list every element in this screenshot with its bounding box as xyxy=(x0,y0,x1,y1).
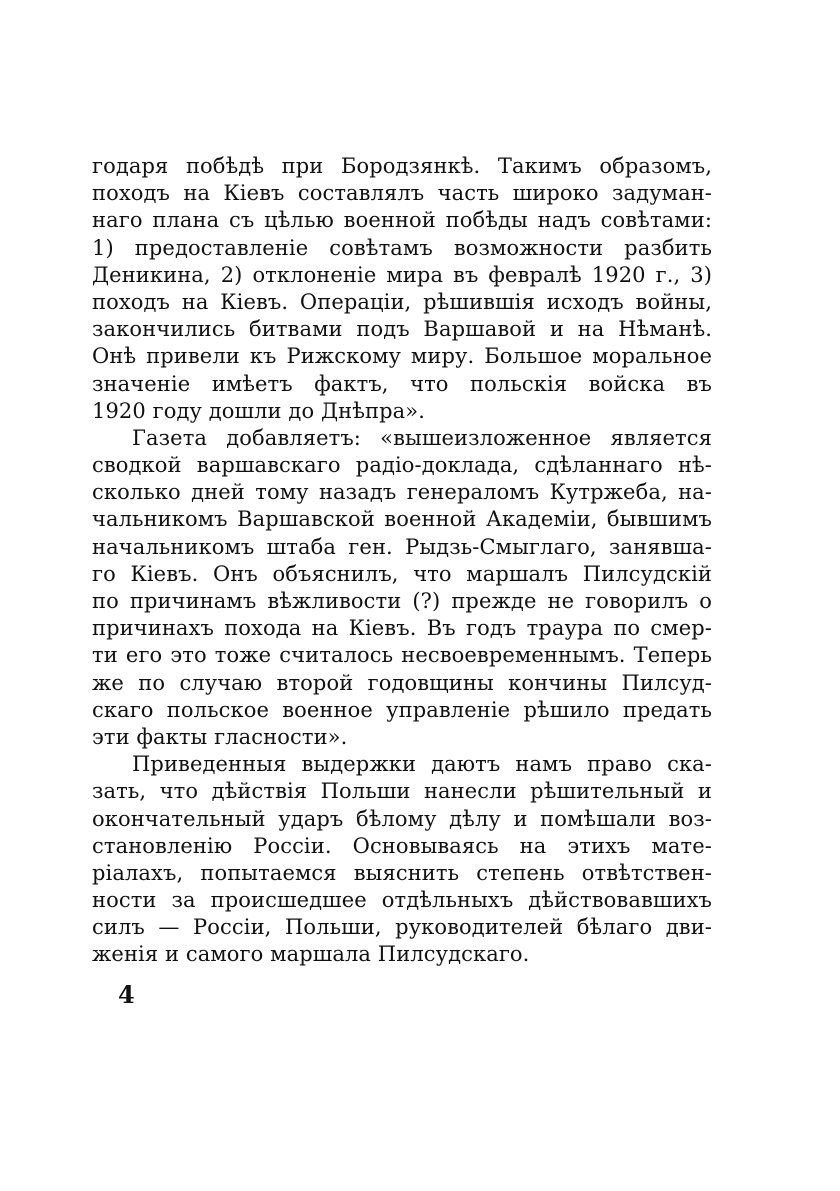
text-line: же по случаю второй годовщины кончины Пилсуд- xyxy=(92,670,712,695)
text-line: женія и самого маршала Пилсудскаго. xyxy=(92,942,530,967)
text-line: ріалахъ, попытаемся выяснить степень отвѣтствен- xyxy=(92,860,712,885)
text-line: начальникомъ штаба ген. Рыдзь-Смыглаго, занявша- xyxy=(92,534,712,559)
body-text xyxy=(92,153,712,969)
text-line: годаря побѣдѣ при Бородзянкѣ. Такимъ образомъ, xyxy=(92,154,712,178)
text-line: окончательный ударъ бѣлому дѣлу и помѣшали воз- xyxy=(92,806,712,831)
text-line: ти его это тоже считалось несвоевременнымъ. Теперь xyxy=(92,643,712,668)
text-line: сводкой варшавскаго радіо-доклада, сдѣланнаго нѣ- xyxy=(92,453,712,478)
text-line: ности за происшедшее отдѣльныхъ дѣйствовавшихъ xyxy=(92,888,712,913)
text-line: Онѣ привели къ Рижскому миру. Большое моральное xyxy=(92,344,712,369)
text-line: эти факты гласности». xyxy=(92,724,348,749)
text-line: чальникомъ Варшавской военной Академіи, бывшимъ xyxy=(92,507,712,532)
text-line: 1920 году дошли до Днѣпра». xyxy=(92,398,425,423)
text-line: скаго польское военное управленіе рѣшило предать xyxy=(92,697,712,722)
text-line: силъ — Россіи, Польши, руководителей бѣлаго дви- xyxy=(92,915,712,940)
page-number: 4 xyxy=(118,980,135,1009)
text-line: наго плана съ цѣлью военной побѣды надъ совѣтами: xyxy=(92,208,712,233)
text-line: сколько дней тому назадъ генераломъ Кутржеба, на- xyxy=(92,480,712,505)
text-line: походъ на Кіевъ составлялъ часть широко задуман- xyxy=(92,181,712,206)
text-line: Деникина, 2) отклоненіе мира въ февралѣ 1920 г., 3) xyxy=(92,262,712,287)
text-line: причинахъ похода на Кіевъ. Въ годъ траура по смер- xyxy=(92,616,712,641)
text-line: Газета добавляетъ: «вышеизложенное является xyxy=(132,425,712,450)
text-line: зать, что дѣйствія Польши нанесли рѣшительный и xyxy=(92,779,712,804)
text-line: го Кіевъ. Онъ объяснилъ, что маршалъ Пилсудскій xyxy=(92,561,712,586)
text-line: 1) предоставленіе совѣтамъ возможности разбить xyxy=(92,235,712,260)
text-line: закончились битвами подъ Варшавой и на Нѣманѣ. xyxy=(92,317,712,342)
text-line: походъ на Кіевъ. Операціи, рѣшившія исходъ войны, xyxy=(92,289,712,314)
text-line: Приведенныя выдержки даютъ намъ право ска- xyxy=(132,752,712,777)
text-line: значеніе имѣетъ фактъ, что польскія войска въ xyxy=(92,371,712,396)
text-line: по причинамъ вѣжливости (?) прежде не говорилъ о xyxy=(92,589,712,613)
text-line: становленію Россіи. Основываясь на этихъ мате- xyxy=(92,833,712,858)
